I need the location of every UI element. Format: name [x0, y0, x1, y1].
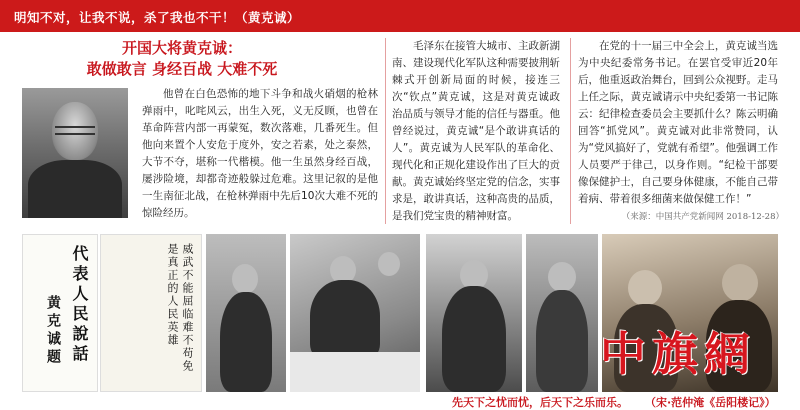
figure-head [722, 264, 758, 302]
column3-text [578, 38, 778, 208]
column3-paragraph: 在党的十一届三中全会上，黄克诚当选为中央纪委常务书记。在罢官受审近20年后，他重返政治舞台，回到公众视野。走马上任之际，黄克诚请示中央纪委第一书记陈云：纪律检查委员会主要抓什么？陈云明确回答“抓党风”。黄克诚对此非常赞同，认为“党风搞好了，党就有希望”。他强调工作人员要严于律己，以身作则。“纪检干部要像保健护士，自己要身体健康，不能自己带着病、带着很多细菌来做保健工作！” [578, 40, 778, 205]
column3-source: （来源：中国共产党新闻网 2018-12-28） [621, 212, 784, 222]
historical-photo-elder [526, 234, 598, 392]
footer-bar [0, 392, 800, 410]
figure-body [442, 286, 506, 392]
calligraphy-signature-1: 黄克诚题 [45, 295, 61, 367]
historical-photo-officers-map [290, 234, 420, 392]
historical-photo-speaker [206, 234, 286, 392]
figure-body [220, 292, 272, 392]
column-divider-1 [385, 38, 386, 224]
portrait-coat [28, 160, 122, 218]
calligraphy-text-1: 代表人民說話 [70, 245, 89, 365]
column1-text [142, 86, 378, 222]
banner-quote: 明知不对，让我不说，杀了我也不干！（黄克诚） [14, 10, 301, 25]
map-table [290, 352, 420, 392]
footer-quote: 先天下之忧而忧，后天下之乐而乐。 [452, 396, 628, 409]
headline-line2: 敢做敢言 身经百战 大难不死 [86, 60, 278, 78]
figure-body [536, 290, 588, 392]
figure-head [548, 262, 576, 292]
figure-head [232, 264, 258, 294]
column2-text [392, 38, 560, 224]
figure-head [628, 270, 662, 306]
column2-paragraph: 毛泽东在接管大城市、主政新湖南、建设现代化军队这种需要披荆斩棘式开创新局面的时候，接连三次“钦点”黄克诚，这是对黄克诚政治品质与领导才能的信任与器重。他曾经说过，黄克诚“是个敢讲真话的人”。黄克诚为人民军队的革命化、现代化和正规化建设作出了巨大的贡献。黄克诚始终坚定党的信念，实事求是，敢讲真话，这种高贵的品质，是我们党宝贵的精神财富。 [392, 40, 560, 222]
calligraphy-text-2: 威武不能屈临难不苟免是真正的人民英雄 [166, 243, 194, 373]
column1-paragraph: 他曾在白色恐怖的地下斗争和战火硝烟的枪林弹雨中，叱咤风云，出生入死，义无反顾，也曾在革命阵营内部一再蒙冤，数次落难，几番死生。但他向来置个人安危于度外，安之若素，处之泰然，大节不夺，堪称一代楷模。他一生虽然身经百战，屡涉险境，却都奇迹般躲过危难。这里记叙的是他一生南征北战，在枪林弹雨中先后10次大难不死的惊险经历。 [142, 88, 378, 219]
calligraphy-photo-1 [22, 234, 98, 392]
footer-source: （宋·范仲淹《岳阳楼记》） [645, 396, 776, 409]
figure-body [310, 280, 380, 360]
top-banner [0, 0, 800, 32]
portrait-glasses [55, 126, 95, 135]
calligraphy-photo-2 [100, 234, 202, 392]
headline [62, 38, 302, 80]
portrait-photo [22, 88, 128, 218]
column-divider-2 [570, 38, 571, 224]
watermark: 中旗網 [600, 327, 756, 381]
figure-head [378, 252, 400, 276]
headline-line1: 开国大将黄克诚： [121, 39, 242, 57]
historical-photo-winter-coat [426, 234, 522, 392]
